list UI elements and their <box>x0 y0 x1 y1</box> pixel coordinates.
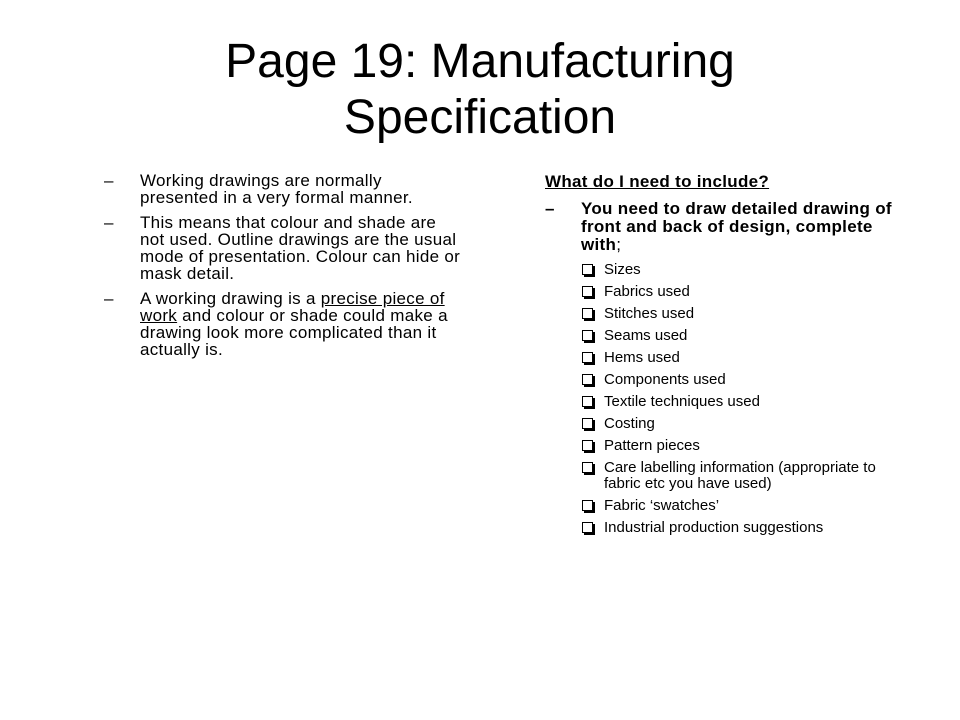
right-bullet-list <box>545 200 905 254</box>
checklist-item <box>582 520 905 536</box>
checkbox-icon <box>582 522 593 533</box>
checkbox-icon <box>582 264 593 275</box>
list-item-text-pre: A working drawing is a <box>140 289 321 308</box>
checklist-item <box>582 262 905 278</box>
checkbox-icon <box>582 396 593 407</box>
checklist-item <box>582 372 905 388</box>
left-bullet-list <box>104 172 464 358</box>
dash-bullet: – <box>104 171 114 190</box>
emphasis-underlined: precise piece of work <box>140 289 445 325</box>
list-item <box>545 200 905 254</box>
checklist-item <box>582 438 905 454</box>
checkbox-icon <box>582 330 593 341</box>
checklist-item <box>582 350 905 366</box>
list-item-text: Working drawings are normally presented in a very formal manner. <box>140 171 413 207</box>
list-item <box>104 290 464 358</box>
checklist-item-label: Industrial production suggestions <box>604 519 824 536</box>
checkbox-icon <box>582 352 593 363</box>
list-item-text-post: and colour or shade could make a drawing look more complicated than it actually is. <box>140 306 448 359</box>
checklist-item <box>582 460 905 492</box>
dash-bullet: – <box>104 289 114 308</box>
right-column <box>545 172 905 542</box>
dash-bullet: – <box>545 199 555 218</box>
checkbox-icon <box>582 418 593 429</box>
title-line-1: Page 19: Manufacturing <box>225 35 735 88</box>
list-item-text: This means that colour and shade are not used. Outline drawings are the usual mode of presentation. Colour can hide or mask detail. <box>140 213 461 283</box>
left-column <box>104 172 464 366</box>
checklist-item <box>582 284 905 300</box>
checklist-item-label: Components used <box>604 371 726 388</box>
checklist-item-label: Pattern pieces <box>604 437 700 454</box>
checkbox-icon <box>582 440 593 451</box>
checklist-item-label: Care labelling information (appropriate to fabric etc you have used) <box>604 459 876 492</box>
checklist-item-label: Textile techniques used <box>604 393 760 410</box>
lead-text-bold: You need to draw detailed drawing of front and back of design, complete with <box>581 199 892 254</box>
section-heading: What do I need to include? <box>545 172 770 191</box>
title-line-2: Specification <box>343 91 617 144</box>
checklist-item-label: Fabrics used <box>604 283 690 300</box>
lead-text-end: ; <box>616 235 622 254</box>
checklist-item <box>582 498 905 514</box>
checklist-item <box>582 306 905 322</box>
checklist-item-label: Seams used <box>604 327 688 344</box>
checkbox-icon <box>582 308 593 319</box>
dash-bullet: – <box>104 213 114 232</box>
checklist-item <box>582 328 905 344</box>
checklist-item-label: Costing <box>604 415 655 432</box>
checkbox-icon <box>582 374 593 385</box>
checklist-item-label: Hems used <box>604 349 680 366</box>
list-item-text <box>140 289 448 359</box>
checklist-item <box>582 416 905 432</box>
checkbox-icon <box>582 462 593 473</box>
page-title <box>80 34 880 146</box>
checkbox-icon <box>582 500 593 511</box>
list-item <box>104 172 464 206</box>
checklist-item-label: Stitches used <box>604 305 695 322</box>
checkbox-icon <box>582 286 593 297</box>
checklist-item-label: Fabric ‘swatches’ <box>604 497 720 514</box>
checklist <box>545 262 905 536</box>
checklist-item-label: Sizes <box>604 261 641 278</box>
lead-text <box>581 199 892 254</box>
checklist-item <box>582 394 905 410</box>
list-item <box>104 214 464 282</box>
